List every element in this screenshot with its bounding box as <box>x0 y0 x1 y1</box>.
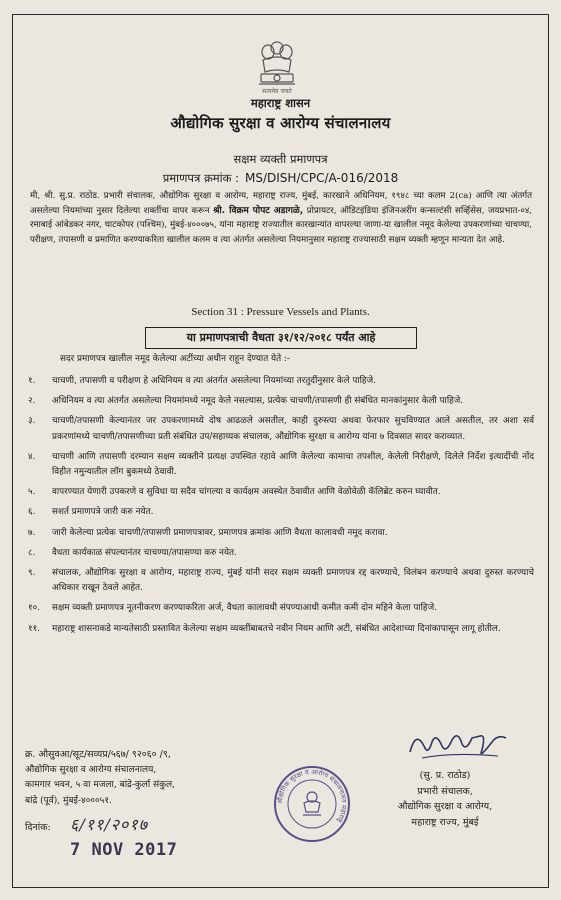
condition-item <box>28 526 534 541</box>
office-address-1: कामगार भवन, ५ वा मजला, बांद्रे-कुर्ला संकुल, <box>25 780 176 790</box>
condition-number: ११. <box>28 623 40 634</box>
condition-item <box>28 374 534 389</box>
date-stamp: 7 NOV 2017 <box>70 840 178 860</box>
condition-text: अधिनियम व त्या अंतर्गत असलेल्या नियमांमध्ये नमूद केले नसल्यास, प्रत्येक चाचणी/तपासणी ही संबंधित मानकांनुसार केली पाहिजे. <box>52 396 464 407</box>
office-seal-icon <box>272 764 352 844</box>
intro-text-2: प्रोप्रायटर, ऑडिटइंडिया इंजिनअरींग कन्सल्टंसी सर्व्हिसेस, जयप्रभात-०४, रमाबाई आंबेडकर नगर, घाटकोपर (पश्चिम), मुंबई-४०००७५, यांना महाराष्ट्र राज्यातील कारखान्यांत वापरल्या जाणा-या खालील नमूद केलेल्या उपकरणांच्या चाचण्या, परीक्षण, तपासणी व प्रमाणित करण्याकरिता खालील कलम व त्या अंतर्गत असलेल्या नियमानुसार महाराष्ट्र राज्यासाठी सक्षम व्यक्ती म्हणून मान्यता देत आहे. <box>30 205 533 246</box>
government-name: महाराष्ट्र शासन <box>250 96 311 110</box>
condition-number: ३. <box>28 416 36 427</box>
seal-text: औद्योगिक सुरक्षा व आरोग्य संचालनालय महाराष्ट्र <box>275 767 349 825</box>
svg-text:सत्यमेव जयते: सत्यमेव जयते <box>262 88 292 95</box>
certificate-number-label: प्रमाणपत्र क्रमांक : <box>162 171 240 185</box>
certificate-number-line <box>0 171 561 186</box>
condition-number: ८. <box>28 547 36 558</box>
condition-number: ४. <box>28 451 36 462</box>
condition-item <box>28 505 534 520</box>
condition-item <box>28 566 534 596</box>
reference-block <box>25 747 265 809</box>
department-name: औद्योगिक सुरक्षा व आरोग्य संचालनालय <box>170 114 391 132</box>
condition-text: जारी केलेल्या प्रत्येक चाचणी/तपासणी प्रमाणपत्रावर, प्रमाणपत्र क्रमांक आणि वैधता कालावधी नमूद करावा. <box>52 527 388 538</box>
condition-number: ९. <box>28 568 36 579</box>
condition-text: वैधता कार्यकाळ संपल्यानंतर चाचण्या/तपासण्या करु नयेत. <box>52 547 237 558</box>
certificate-title: सक्षम व्यक्ती प्रमाणपत्र <box>233 152 328 166</box>
conditions-intro: सदर प्रमाणपत्र खालील नमूद केलेल्या अटींच्या अधीन राहून देण्यात येते :- <box>60 354 290 364</box>
condition-item <box>28 546 534 561</box>
condition-number: २. <box>28 396 36 407</box>
condition-number: ५. <box>28 487 36 498</box>
certificate-number: MS/DISH/CPC/A-016/2018 <box>245 171 399 185</box>
condition-number: ७. <box>28 527 36 538</box>
section-line: Section 31 : Pressure Vessels and Plants. <box>191 306 370 318</box>
signature-mark <box>402 722 512 766</box>
reference-number: क्र. औसुवआ/सूट/सव्यप्र/५६७/ ९२०६० /९, <box>25 749 171 760</box>
signatory-designation: प्रभारी संचालक, <box>417 785 473 797</box>
condition-text: चाचणी, तपासणी व परीक्षण हे अधिनियम व त्या अंतर्गत असलेल्या नियमांच्या तरतुदींनुसार केले पाहिजे. <box>52 376 376 386</box>
signatory-location: महाराष्ट्र राज्य, मुंबई <box>411 816 479 828</box>
condition-item <box>28 601 534 616</box>
condition-item <box>28 622 534 637</box>
condition-text: सक्षम व्यक्ती प्रमाणपत्र नूतनीकरण करण्याकरिता अर्ज, वैधता कालावधी संपण्याआधी कमीत कमी दोन महिने केला पाहिजे. <box>52 603 437 614</box>
state-emblem-icon <box>253 38 301 96</box>
condition-text: चाचणी/तपासणी केल्यानंतर जर उपकरणामध्ये दोष आढळले असतील, काही दुरुस्त्या अथवा फेरफार सुचविण्यात आले असतील, तर अशा सर्व प्रकरणांमध्ये चाचणी/तपासणीच्या प्रती संबंधित उप/सहाय्यक संचालक, औद्योगिक सुरक्षा व आरोग्य यांना ७ दिवसात सादर कराव्यात. <box>52 416 534 442</box>
office-name: औद्योगिक सुरक्षा व आरोग्य संचालनालय, <box>25 764 157 775</box>
handwritten-date: ६/११/२०१७ <box>70 815 149 834</box>
condition-item <box>28 414 534 444</box>
condition-item <box>28 394 534 409</box>
signatory-block <box>355 768 535 830</box>
signatory-name: (सु. प्र. राठोड) <box>419 770 471 781</box>
intro-paragraph <box>30 189 532 248</box>
office-address-2: बांद्रे (पूर्व), मुंबई-४०००५१. <box>25 795 112 806</box>
condition-item <box>28 485 534 500</box>
condition-number: १. <box>28 376 36 386</box>
condition-text: चाचणी आणि तपासणी दरम्यान सक्षम व्यक्तीने प्रत्यक्ष उपस्थित रहावे आणि केलेल्या कामाचा तपशील, केलेली निरीक्षणे, दिलेले निर्देश इत्यादींची नोंद विहीत नमुन्यातील लॉग बुकमध्ये ठेवावी. <box>52 451 534 478</box>
conditions-list <box>28 374 534 642</box>
date-label: दिनांक: <box>25 822 51 833</box>
validity-box: या प्रमाणपत्राची वैधता ३१/१२/२०१८ पर्यंत आहे <box>145 327 417 349</box>
licensee-name: श्री. विक्रम पोपट अडागळे, <box>213 205 304 216</box>
condition-number: ६. <box>28 507 36 518</box>
condition-number: १०. <box>28 603 40 614</box>
condition-text: सशर्त प्रमाणपत्रे जारी करु नयेत. <box>52 507 154 518</box>
condition-text: संचालक, औद्योगिक सुरक्षा व आरोग्य, महाराष्ट्र राज्य, मुंबई यांनी सदर सक्षम व्यक्ती प्रमाणपत्र रद्द करण्याचे, विलंबन करण्याचे अथवा दुरुस्त करण्याचे अधिकार राखून ठेवले आहेत. <box>52 568 534 594</box>
condition-item <box>28 450 534 480</box>
condition-text: महाराष्ट्र शासनाकडे मान्यतेसाठी प्रस्तावित केलेल्या सक्षम व्यक्तींबाबतचे नवीन नियम आणि अटी, संबंधित आदेशाच्या दिनांकापासून लागू होतील. <box>52 623 501 634</box>
condition-text: वापरण्यात येणारी उपकरणे व सुविधा या सदैव चांगल्या व कार्यक्षम अवस्थेत ठेवावीत आणि वेळोवेळी कॅलिब्रेट करुन घ्यावीत. <box>52 487 441 498</box>
signatory-department: औद्योगिक सुरक्षा व आरोग्य, <box>397 801 493 812</box>
intro-text-1: मी, श्री. सु.प्र. राठोड. प्रभारी संचालक, औद्योगिक सुरक्षा व आरोग्य, महाराष्ट्र राज्य, मुंबई, कारखाने अधिनियम, १९४८ च्या कलम 2(ca) आणि त्या अंतर्गत असलेल्या नियमांच्या नुसार दिलेल्या शक्तींचा वापर करून <box>30 191 532 216</box>
